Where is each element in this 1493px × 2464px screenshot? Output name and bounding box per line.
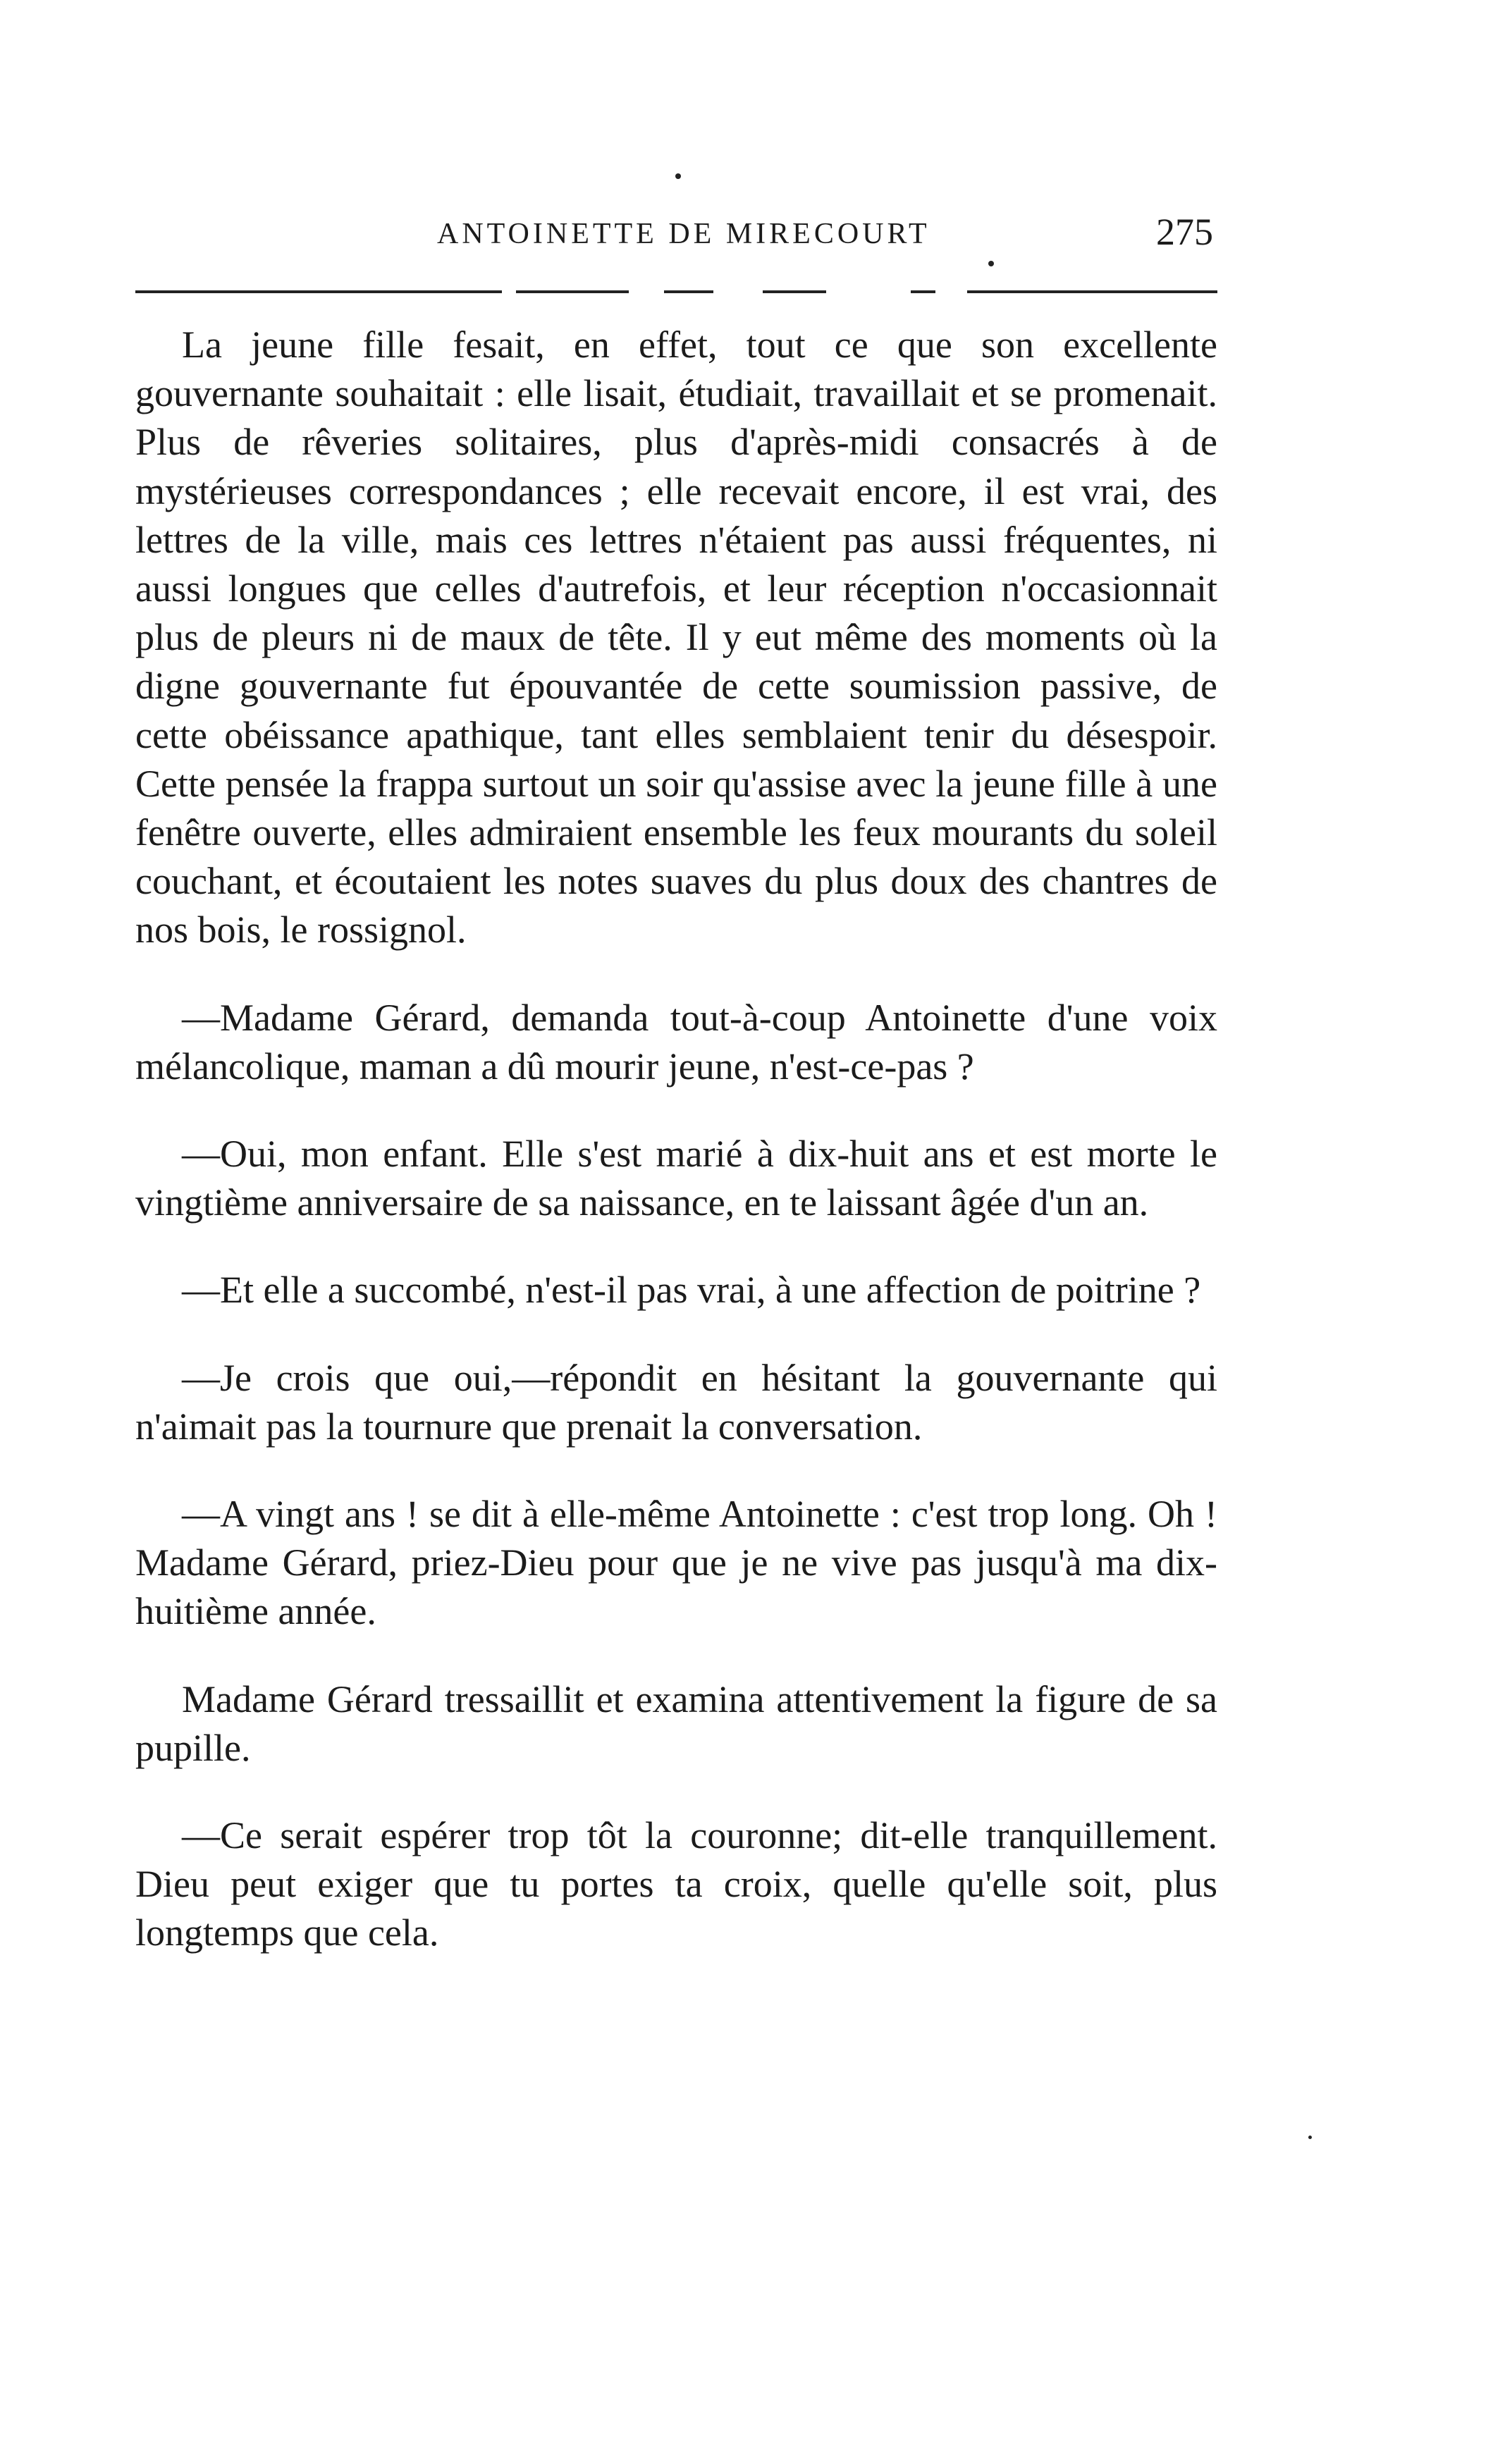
paragraph: —Madame Gérard, demanda tout-à-coup Antoinette d'une voix mélancolique, maman a dû mourir jeune, n'est-ce-pas ?	[135, 996, 1217, 1088]
body-text	[135, 321, 1217, 1958]
paragraph: —Je crois que oui,—répondit en hésitant la gouvernante qui n'aimait pas la tournure que prenait la conversation.	[135, 1356, 1217, 1448]
paragraph: —A vingt ans ! se dit à elle-même Antoinette : c'est trop long. Oh ! Madame Gérard, priez-Dieu pour que je ne vive pas jusqu'à ma dix-huitième année.	[135, 1493, 1217, 1633]
paragraph: —Ce serait espérer trop tôt la couronne; dit-elle tranquillement. Dieu peut exiger que tu portes ta croix, quelle qu'elle soit, plus longtemps que cela.	[135, 1814, 1217, 1954]
ink-speck	[675, 173, 681, 179]
ink-speck	[988, 261, 994, 266]
page-header	[0, 204, 1493, 268]
paragraph: Madame Gérard tressaillit et examina attentivement la figure de sa pupille.	[135, 1677, 1217, 1769]
ink-speck	[1308, 2136, 1312, 2139]
paragraph: —Oui, mon enfant. Elle s'est marié à dix-huit ans et est morte le vingtième anniversaire de sa naissance, en te laissant âgée d'un an.	[135, 1133, 1217, 1224]
running-title: ANTOINETTE DE MIRECOURT	[437, 218, 930, 250]
page-number: 275	[1156, 211, 1213, 253]
header-rule	[135, 290, 1217, 293]
paragraph: La jeune fille fesait, en effet, tout ce que son excellente gouvernante souhaitait : elle lisait, étudiait, travaillait et se promenait. Plus de rêveries solitaires, plus d'après-midi consacrés à de mystérieuses correspondances ; elle recevait encore, il est vrai, des lettres de la ville, mais ces lettres n'étaient pas aussi fréquentes, ni aussi longues que celles d'autrefois, et leur réception n'occasionnait plus de pleurs ni de maux de tête. Il y eut même des moments où la digne gouvernante fut épouvantée de cette soumission passive, de cette obéissance apathique, tant elles semblaient tenir du désespoir. Cette pensée la frappa surtout un soir qu'assise avec la jeune fille à une fenêtre ouverte, elles admiraient ensemble les feux mourants du soleil couchant, et écoutaient les notes suaves du plus doux des chantres de nos bois, le rossignol.	[135, 324, 1217, 951]
paragraph: —Et elle a succombé, n'est-il pas vrai, à une affection de poitrine ?	[182, 1269, 1201, 1312]
